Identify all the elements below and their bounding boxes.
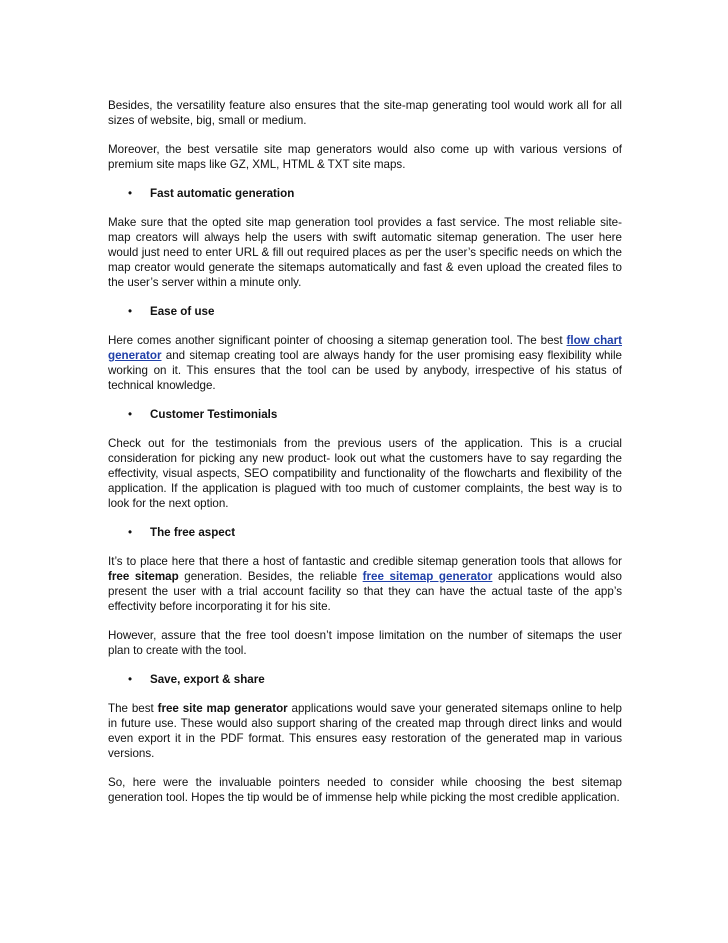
text-segment: applications would save your generated sitemaps online to help in future use. These would also support sharing of the created map through direct links and would even export it in the PDF format. This ensures easy restoration of the generated map in various versions. [108, 702, 622, 760]
bullet-customer-testimonials [108, 407, 622, 422]
text-segment: The best [108, 702, 158, 715]
paragraph-fast-service: Make sure that the opted site map generation tool provides a fast service. The most reliable site-map creators will always help the users with swift automatic sitemap generation. The user here would just need to enter URL & fill out required places as per the user’s specific needs on which the map creator would generate the sitemaps automatically and fast & even upload the created files to the user’s server within a minute only. [108, 216, 622, 289]
bullet-dot: • [128, 526, 133, 539]
text-segment: and sitemap creating tool are always handy for the user promising easy flexibility while working on it. This ensures that the tool can be used by anybody, irrespective of his status of technical knowledge. [108, 349, 622, 392]
bullet-save-export-share [108, 672, 622, 687]
bullet-fast-generation [108, 186, 622, 201]
bullet-dot: • [128, 305, 133, 318]
bullet-label: The free aspect [150, 526, 236, 539]
paragraph-versatility: Besides, the versatility feature also ensures that the site-map generating tool would work all for all sizes of website, big, small or medium. [108, 99, 622, 127]
bold-text: free site map generator [157, 702, 288, 715]
bullet-label: Ease of use [150, 305, 215, 318]
paragraph-free-aspect [108, 554, 622, 614]
bullet-label: Customer Testimonials [150, 408, 278, 421]
bullet-dot: • [128, 408, 133, 421]
bullet-label: Fast automatic generation [150, 187, 295, 200]
text-segment: applications would also present the user with a trial account facility so that they can have the actual taste of the app’s effectivity before incorporating it for his site. [108, 570, 622, 613]
text-segment: It’s to place here that there a host of fantastic and credible sitemap generation tools that allows for [108, 555, 622, 568]
free-sitemap-generator-link[interactable]: free sitemap generator [362, 570, 493, 583]
flow-chart-generator-link[interactable]: flow chart generator [108, 334, 622, 362]
bold-text: free sitemap [108, 570, 179, 583]
paragraph-ease [108, 333, 622, 393]
bullet-dot: • [128, 187, 133, 200]
text-segment: Here comes another significant pointer of choosing a sitemap generation tool. The best [108, 334, 567, 347]
paragraph-limitation: However, assure that the free tool doesn’t impose limitation on the number of sitemaps the user plan to create with the tool. [108, 629, 622, 657]
paragraph-save-export [108, 701, 622, 761]
paragraph-versions: Moreover, the best versatile site map generators would also come up with various versions of premium site maps like GZ, XML, HTML & TXT site maps. [108, 143, 622, 171]
text-segment: generation. Besides, the reliable [178, 570, 363, 583]
bullet-free-aspect [108, 525, 622, 540]
paragraph-conclusion: So, here were the invaluable pointers needed to consider while choosing the best sitemap generation tool. Hopes the tip would be of immense help while picking the most credible application. [108, 776, 622, 804]
bullet-dot: • [128, 673, 133, 686]
bullet-label: Save, export & share [150, 673, 265, 686]
bullet-ease-of-use [108, 304, 622, 319]
paragraph-testimonials: Check out for the testimonials from the previous users of the application. This is a crucial consideration for picking any new product- look out what the customers have to say regarding the effectivity, visual aspects, SEO compatibility and functionality of the flowcharts and flexibility of the application. If the application is plagued with too much of customer complaints, the best way is to look for the next option. [108, 437, 622, 510]
